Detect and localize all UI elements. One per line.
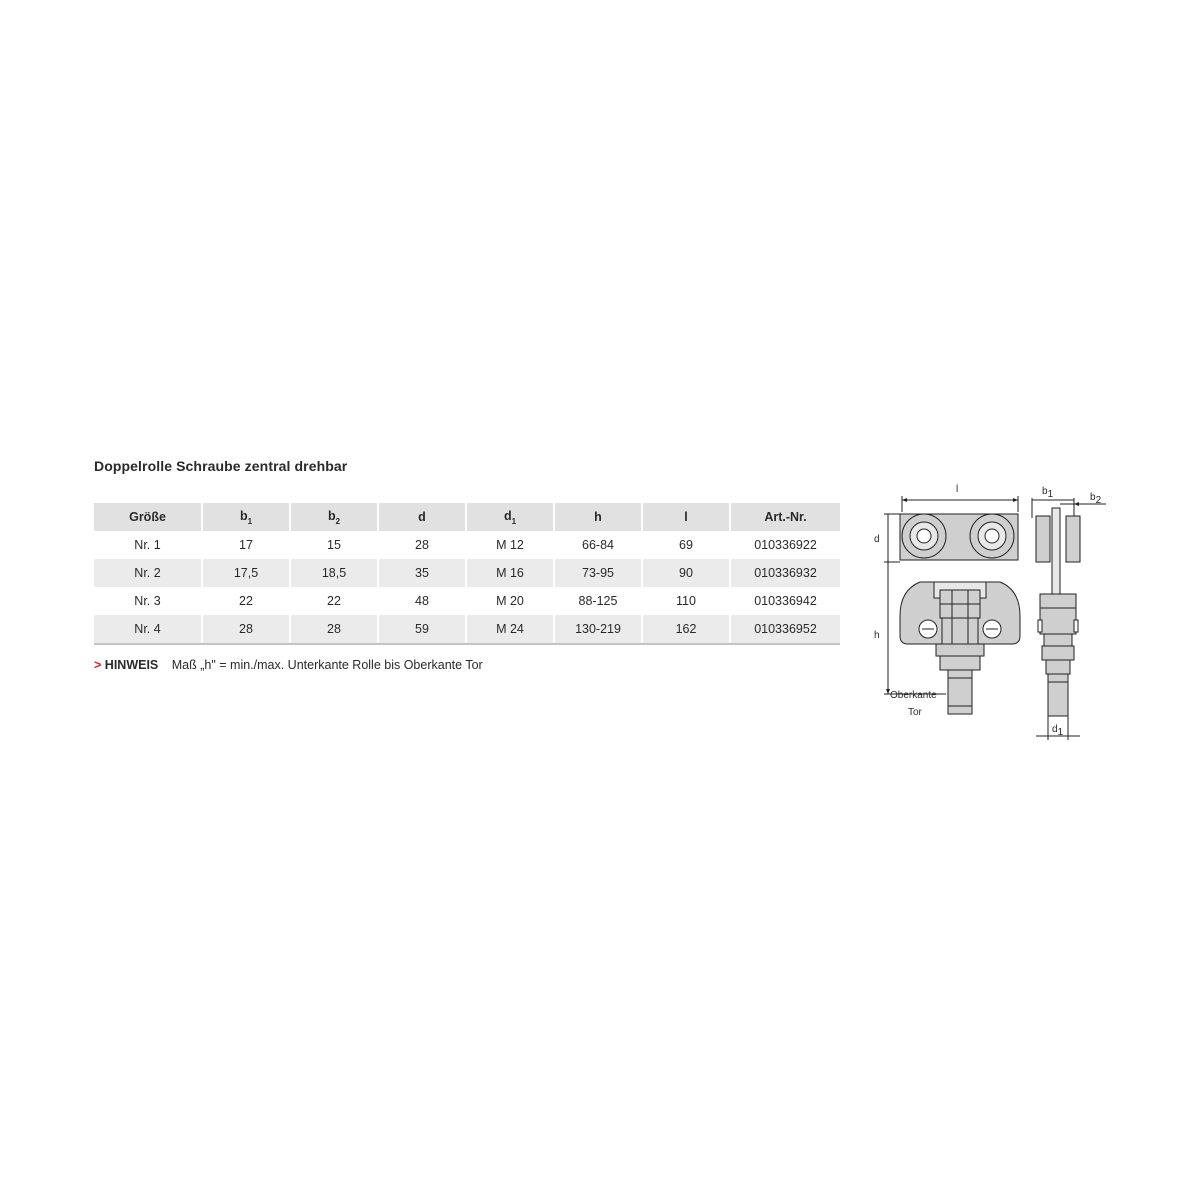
- dim-d1-label: d1: [1052, 724, 1064, 738]
- note-arrow: >: [94, 658, 102, 672]
- note-text: Maß „h" = min./max. Unterkante Rolle bis Oberkante Tor: [171, 658, 483, 672]
- cell-art: 010336932: [730, 559, 840, 587]
- spec-table: [94, 503, 840, 645]
- dim-b1-label: b1: [1042, 486, 1054, 500]
- cell-h: 66-84: [554, 531, 642, 559]
- cell-l: 162: [642, 615, 730, 644]
- cell-d: 28: [378, 531, 466, 559]
- cell-size: Nr. 4: [94, 615, 202, 644]
- cell-b2: 22: [290, 587, 378, 615]
- cell-d: 59: [378, 615, 466, 644]
- header-d1: $d_1$: [466, 503, 554, 531]
- dim-d-label: d: [874, 534, 880, 545]
- cell-h: 88-125: [554, 587, 642, 615]
- cell-l: 69: [642, 531, 730, 559]
- header-h: h: [554, 503, 642, 531]
- cell-art: 010336952: [730, 615, 840, 644]
- table-row: [94, 531, 840, 559]
- table-row: [94, 559, 840, 587]
- tor-label: Tor: [908, 707, 922, 718]
- note: [94, 658, 483, 672]
- cell-b1: 28: [202, 615, 290, 644]
- header-size: Größe: [94, 503, 202, 531]
- cell-b1: 17: [202, 531, 290, 559]
- dim-h-label: h: [874, 630, 880, 641]
- cell-h: 130-219: [554, 615, 642, 644]
- cell-b1: 22: [202, 587, 290, 615]
- cell-d1: M 16: [466, 559, 554, 587]
- header-l: l: [642, 503, 730, 531]
- cell-h: 73-95: [554, 559, 642, 587]
- cell-d1: M 20: [466, 587, 554, 615]
- table-row: [94, 615, 840, 644]
- cell-d: 35: [378, 559, 466, 587]
- cell-l: 110: [642, 587, 730, 615]
- cell-size: Nr. 1: [94, 531, 202, 559]
- cell-l: 90: [642, 559, 730, 587]
- header-d: d: [378, 503, 466, 531]
- cell-size: Nr. 2: [94, 559, 202, 587]
- cell-art: 010336922: [754, 538, 817, 552]
- cell-d: 48: [378, 587, 466, 615]
- cell-size: Nr. 3: [94, 587, 202, 615]
- dim-b2-label: b2: [1090, 492, 1102, 506]
- cell-art: 010336942: [754, 594, 817, 608]
- cell-d1: M 24: [466, 615, 554, 644]
- oberkante-label: Oberkante: [890, 690, 937, 701]
- header-b1: $b_1$: [202, 503, 290, 531]
- cell-b2: 18,5: [290, 559, 378, 587]
- table-row: [94, 587, 840, 615]
- header-b2: $b_2$: [290, 503, 378, 531]
- header-art: Art.-Nr.: [730, 503, 840, 531]
- cell-d1: M 12: [466, 531, 554, 559]
- dim-l-label: l: [956, 484, 959, 495]
- table-header-row: [94, 503, 840, 531]
- section-title: Doppelrolle Schraube zentral drehbar: [94, 458, 348, 474]
- cell-b2: 15: [290, 531, 378, 559]
- cell-b1: 17,5: [202, 559, 290, 587]
- cell-b2: 28: [290, 615, 378, 644]
- technical-drawing: [860, 478, 1120, 748]
- note-label: HINWEIS: [104, 658, 159, 672]
